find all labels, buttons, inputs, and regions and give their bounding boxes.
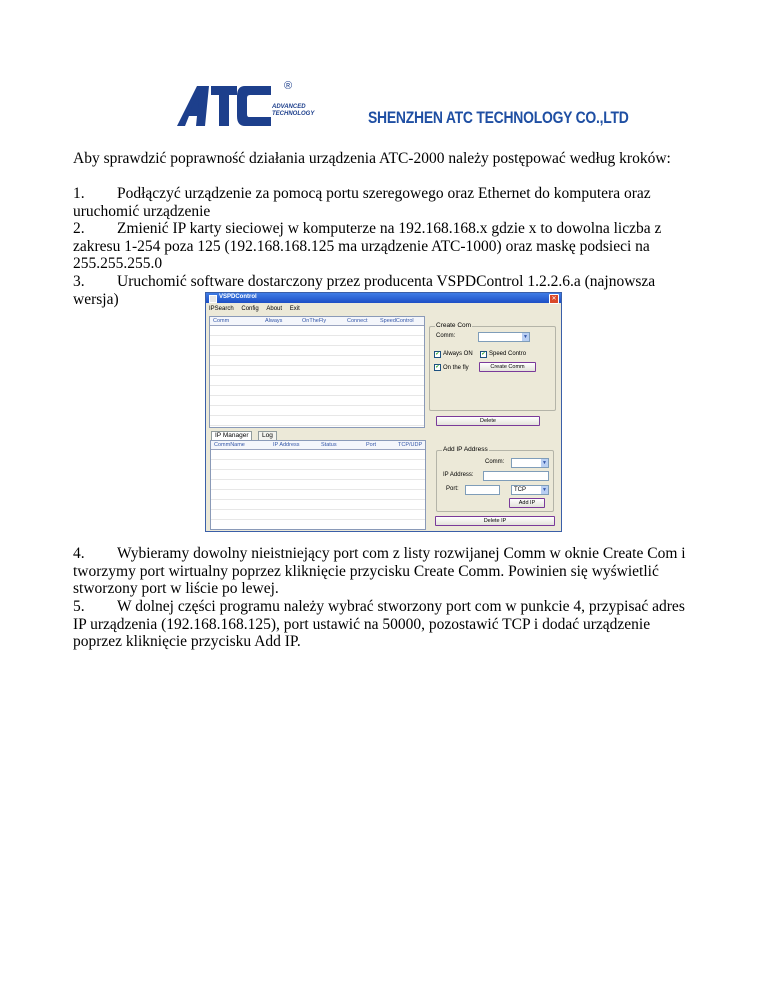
speed-control-checkbox[interactable]: ✔ [481,351,486,357]
col-ip-address[interactable]: IP Address [273,442,300,448]
chevron-down-icon: ▼ [542,460,547,466]
protocol-select[interactable] [511,485,549,495]
step-5: 5. W dolnej części programu należy wybrać stworzony port com w punkcie 4, przypisać adres IP urządzenia (192.168.168.125), port ustawić na 50000, pozostawić TCP i dodać urządzenie poprzez kliknięcie przycisku Add IP. [73,598,685,651]
logo-tagline: ADVANCED TECHNOLOGY [272,104,315,117]
tab-ip-manager[interactable]: IP Manager [211,431,252,440]
menu-about[interactable]: About [266,306,283,312]
always-on-label: Always ON [443,351,473,357]
com-list[interactable] [209,316,425,428]
window-title: VSPDControl [219,294,257,300]
delete-button[interactable]: Delete [436,416,540,426]
step-2: 2. Zmienić IP karty sieciowej w komputerze na 192.168.168.x gdzie x to dowolna liczba z zakresu 1-254 poza 125 (192.168.168.125 ma urządzenie ATC-1000) oraz maskę podsieci na 255.255.255.0 [73,220,662,273]
col-comm[interactable]: Comm [213,318,230,324]
always-on-checkbox[interactable]: ✔ [435,351,440,357]
speed-control-label: Speed Contro [489,351,527,357]
col-commname[interactable]: CommName [214,442,245,448]
comm-label: Comm: [436,333,456,339]
col-port[interactable]: Port [366,442,377,448]
ip-list-rows [211,450,425,529]
menu-ipsearch[interactable]: IPSearch [209,306,234,312]
col-connect[interactable]: Connect [347,318,368,324]
ip-list-header [211,441,425,450]
com-list-rows [210,326,424,427]
on-the-fly-checkbox[interactable]: ✔ [435,364,440,370]
ip-list[interactable] [210,440,426,530]
port-input[interactable] [465,485,500,495]
intro-text: Aby sprawdzić poprawność działania urządzenia ATC-2000 należy postępować według kroków: [73,150,671,167]
delete-ip-button[interactable]: Delete IP [435,516,555,526]
step-3: 3. Uruchomić software dostarczony przez producenta VSPDControl 1.2.2.6.a (najnowsza wersja) [73,273,656,308]
create-comm-button[interactable]: Create Comm [479,362,536,372]
com-list-header [210,317,424,326]
tab-log[interactable]: Log [258,431,277,440]
window-titlebar [206,293,561,303]
col-tcp-udp[interactable]: TCP/UDP [398,442,423,448]
menu-bar [206,304,561,314]
close-button[interactable]: ✕ [549,294,559,304]
protocol-value: TCP [514,487,526,493]
chevron-down-icon: ▼ [523,334,528,340]
col-speedcontrol[interactable]: SpeedControl [380,318,414,324]
step-4: 4. Wybieramy dowolny nieistniejący port com z listy rozwijanej Comm w oknie Create Com i tworzymy port wirtualny poprzez kliknięcie przycisku Create Comm. Powinien się wyświetlić stworzony port w liście po lewej. [73,545,686,598]
col-always[interactable]: Always [265,318,283,324]
add-ip-group [436,446,554,512]
step-1: 1. Podłączyć urządzenie za pomocą portu szeregowego oraz Ethernet do komputera oraz uruchomić urządzenie [73,185,651,220]
menu-exit[interactable]: Exit [289,306,300,312]
col-onthefly[interactable]: OnTheFly [302,318,327,324]
create-com-title: Create Com [436,322,472,329]
create-com-group [429,322,556,411]
ip-address-input[interactable] [483,471,549,481]
company-name: SHENZHEN ATC TECHNOLOGY CO.,LTD [368,108,629,127]
port-label: Port: [446,486,459,492]
col-status[interactable]: Status [321,442,337,448]
registered-mark: ® [284,80,293,92]
vspdcontrol-window [205,292,562,532]
add-ip-title: Add IP Address [443,446,488,453]
add-ip-button[interactable]: Add IP [509,498,545,508]
chevron-down-icon: ▼ [542,487,547,493]
app-icon [209,295,217,303]
add-ip-comm-select[interactable] [511,458,549,468]
menu-config[interactable]: Config [241,306,259,312]
comm-select[interactable] [478,332,530,342]
ip-address-label: IP Address: [443,472,474,478]
add-ip-comm-label: Comm: [485,459,505,465]
on-the-fly-label: On the fly [443,365,469,371]
